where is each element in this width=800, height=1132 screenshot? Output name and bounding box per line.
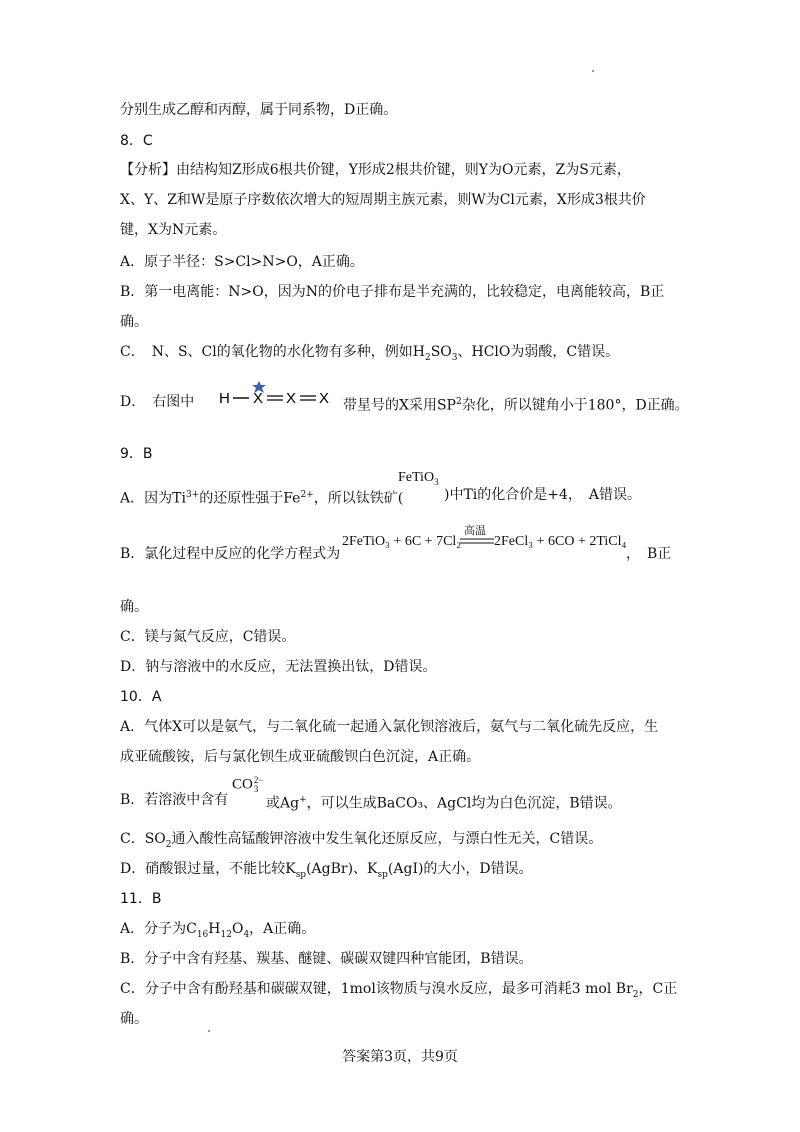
option-b-cont: ， B正 — [626, 546, 672, 562]
text-line: 确。 — [120, 599, 148, 615]
option-b: B．第一电离能：N>O，因为N的价电子排布是半充满的，比较稳定，电离能较高，B正 — [120, 284, 665, 300]
option-c: C．镁与氮气反应，C错误。 — [120, 629, 296, 645]
structure-h-x-x-x — [215, 376, 335, 412]
equation-lhs: 2FeTiO₃ + 6C + 7Cl₂ — [342, 534, 462, 549]
answer-10: 10．A — [120, 689, 162, 705]
option-a: A．原子半径：S>Cl>N>O，A正确。 — [120, 254, 364, 270]
formula-co3: CO 2− 3 — [232, 775, 264, 794]
answer-9: 9．B — [120, 446, 153, 462]
text-line: 分别生成乙醇和丙醇，属于同系物，D正确。 — [120, 102, 398, 118]
option-d: D．钠与溶液中的水反应，无法置换出钛，D错误。 — [120, 659, 437, 675]
text-line: 键，X为N元素。 — [120, 222, 227, 238]
option-a-cont: )中Ti的化合价是+4， A错误。 — [444, 487, 642, 503]
option-a: A．因为$Ti^{3+}$的还原性强于$Fe^{2+}$，所以钛铁矿( — [120, 490, 404, 507]
scan-dot — [592, 70, 594, 72]
atom-x: X — [286, 390, 297, 407]
equation-rhs: 2FeCl₃ + 6CO + 2TiCl₄ — [494, 534, 627, 549]
option-d: D． 右图中 — [120, 394, 195, 410]
equation-condition: 高温 — [464, 524, 486, 537]
analysis-line: 【分析】由结构知Z形成6根共价键，Y形成2根共价键，则Y为O元素，Z为S元素， — [120, 162, 631, 178]
text-line: 确。 — [120, 314, 148, 330]
option-b-cont: 或Ag+，可以生成BaCO₃、AgCl均为白色沉淀，B错误。 — [266, 795, 622, 812]
option-d-cont: 带星号的X采用$SP^2$杂化，所以键角小于180°，D正确。 — [343, 397, 689, 414]
text-line: 确。 — [120, 1011, 148, 1027]
option-b: B．若溶液中含有 — [120, 792, 229, 808]
option-d: D．硝酸银过量，不能比较$K_{sp}(AgBr)$、$K_{sp}(AgI)$的大小，D错误。 — [120, 861, 533, 880]
equals-arrow — [460, 537, 494, 545]
answer-11: 11．B — [120, 891, 162, 907]
option-a: A．气体X可以是氨气，与二氧化硫一起通入氯化钡溶液后，氨气与二氧化硫先反应，生 — [120, 719, 659, 735]
text-line: X、Y、Z和W是原子序数依次增大的短周期主族元素，则W为Cl元素，X形成3根共价 — [120, 192, 646, 208]
text-line: 成亚硫酸铵，后与氯化钡生成亚硫酸钡白色沉淀，A正确。 — [120, 749, 481, 765]
atom-x-star: X — [253, 390, 264, 407]
option-b: B．氯化过程中反应的化学方程式为 — [120, 546, 341, 562]
option-a: A．分子为$C_{16}H_{12}O_4$，A正确。 — [120, 921, 316, 940]
atom-h: H — [219, 390, 230, 407]
atom-x: X — [319, 390, 330, 407]
option-b: B．分子中含有羟基、羰基、醚键、碳碳双键四种官能团，B错误。 — [120, 951, 533, 967]
formula-fetio3: FeTiO$_3$ — [398, 470, 439, 487]
page-footer: 答案第3页，共9页 — [342, 1049, 458, 1065]
option-c: C．分子中含有酚羟基和碳碳双键，1mol该物质与溴水反应，最多可消耗3 mol $Br_2$，C正 — [120, 981, 678, 1000]
answer-8: 8．C — [120, 133, 153, 149]
option-c: C．$SO_2$通入酸性高锰酸钾溶液中发生氧化还原反应，与漂白性无关，C错误。 — [120, 831, 603, 850]
scan-dot — [208, 1030, 210, 1032]
option-c: C． N、S、Cl的氧化物的水化物有多种，例如$H_2SO_3$、HClO为弱酸，C错误。 — [120, 344, 620, 363]
